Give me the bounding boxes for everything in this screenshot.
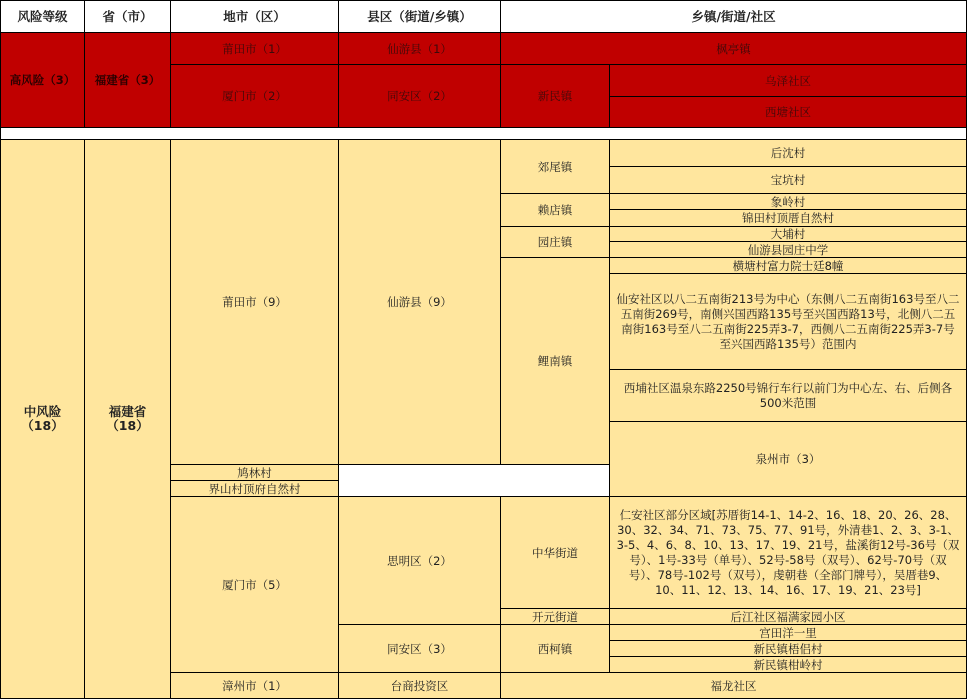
mid-county-taishang: 台商投资区: [339, 673, 501, 699]
mid-area-renan: 仁安社区部分区域[苏厝街14-1、14-2、16、18、20、26、28、30、32、34、71、73、75、77、91号，外清巷1、2、3、3-1、3-5、4、6、8、10、13、17、19、21号，盐溪街12号-36号（双号）、1号-33号（单号）、52号-58号（双号）、62号-70号（双号）、78号-102号（双号），虔朝巷（全部门牌号），吴厝巷9、10、11、12、13、14、16、17、19、21、23号]: [610, 497, 967, 609]
mid-county-siming: 思明区（2）: [339, 497, 501, 625]
mid-area-xianan: 仙安社区以八二五南街213号为中心（东侧八二五南街163号至八二五南街269号，南侧兴国西路135号至兴国西路13号，北侧八二五南街163号至八二五南街225弄3-7，西侧八二五南街225弄3-7号至兴国西路135号）范围内: [610, 274, 967, 370]
mid-village-jiulin: 鸠林村: [171, 465, 339, 481]
high-city-putian: 莆田市（1）: [171, 33, 339, 65]
mid-city-quanzhou: 泉州市（3）: [610, 422, 967, 497]
mid-risk-level: 中风险 （18）: [1, 140, 85, 699]
mid-village-houchen: 后沈村: [610, 140, 967, 167]
spacer-row: [1, 128, 967, 140]
header-city: 地市（区）: [171, 1, 339, 33]
high-county-xianyou: 仙游县（1）: [339, 33, 501, 65]
table-row: [1, 33, 967, 65]
mid-village-jieshan: 界山村顶府自然村: [171, 481, 339, 497]
mid-county-tongan: 同安区（3）: [339, 625, 501, 673]
mid-community-fulong: 福龙社区: [501, 673, 967, 699]
mid-village-jintian: 锦田村顶厝自然村: [610, 210, 967, 227]
mid-area-houjiang: 后江社区福满家园小区: [610, 609, 967, 625]
mid-town-linan: 鲤南镇: [501, 258, 610, 465]
mid-village-xinmin-ganling: 新民镇柑岭村: [610, 657, 967, 673]
mid-street-zhonghua: 中华街道: [501, 497, 610, 609]
header-province: 省（市）: [85, 1, 171, 33]
mid-town-jiaowei: 郊尾镇: [501, 140, 610, 194]
header-row: [1, 1, 967, 33]
mid-village-xinmin-wulv: 新民镇梧侣村: [610, 641, 967, 657]
mid-school-yuanzhuang: 仙游县园庄中学: [610, 242, 967, 258]
mid-area-hengtang: 横塘村富力院士廷8幢: [610, 258, 967, 274]
mid-village-xiangling: 象岭村: [610, 194, 967, 210]
high-town-fengting: 枫亭镇: [501, 33, 967, 65]
mid-city-xiamen: 厦门市（5）: [171, 497, 339, 673]
high-community-wuze: 乌泽社区: [610, 65, 967, 97]
header-town: 乡镇/街道/社区: [501, 1, 967, 33]
mid-town-yuanzhuang: 园庄镇: [501, 227, 610, 258]
mid-street-kaiyuan: 开元街道: [501, 609, 610, 625]
high-town-xinmin: 新民镇: [501, 65, 610, 128]
header-risk-level: 风险等级: [1, 1, 85, 33]
high-community-xitang: 西塘社区: [610, 97, 967, 128]
mid-town-xike: 西柯镇: [501, 625, 610, 673]
mid-town-laidian: 赖店镇: [501, 194, 610, 227]
mid-city-putian: 莆田市（9）: [171, 140, 339, 465]
mid-village-dapu: 大埔村: [610, 227, 967, 242]
high-county-tongan: 同安区（2）: [339, 65, 501, 128]
mid-area-xipu: 西埔社区温泉东路2250号锦行车行以前门为中心左、右、后侧各500米范围: [610, 370, 967, 422]
mid-province: 福建省 （18）: [85, 140, 171, 699]
table-row: [1, 140, 967, 167]
mid-village-gongtian: 宫田洋一里: [610, 625, 967, 641]
high-province: 福建省（3）: [85, 33, 171, 128]
high-risk-level: 高风险（3）: [1, 33, 85, 128]
mid-city-zhangzhou: 漳州市（1）: [171, 673, 339, 699]
high-city-xiamen: 厦门市（2）: [171, 65, 339, 128]
header-county: 县区（街道/乡镇）: [339, 1, 501, 33]
mid-county-xianyou: 仙游县（9）: [339, 140, 501, 465]
mid-village-baokeng: 宝坑村: [610, 167, 967, 194]
